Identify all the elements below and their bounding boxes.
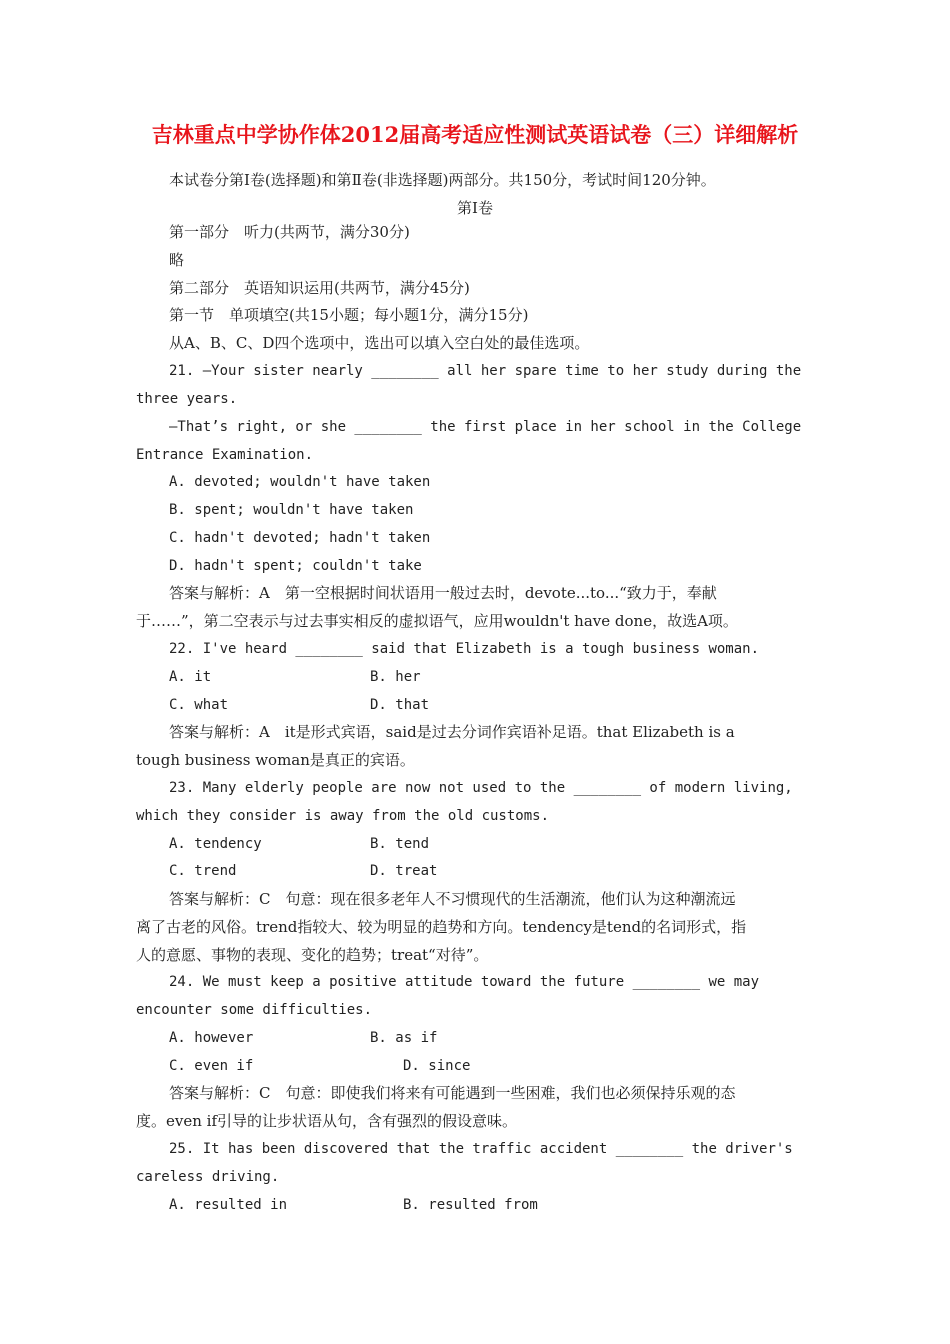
- question-24-option-d: D. since: [403, 1058, 471, 1074]
- question-21-answer: 于……”，第二空表示与过去事实相反的虚拟语气，应用wouldn't have done，故选A项。: [136, 612, 738, 630]
- question-21-option-d: D. hadn't spent; couldn't take: [169, 558, 422, 574]
- question-23-answer: 离了古老的风俗。trend指较大、较为明显的趋势和方向。tendency是tend的名词形式，指: [136, 918, 747, 936]
- document-title: 吉林重点中学协作体2012届高考适应性测试英语试卷（三）详细解析: [151, 122, 799, 147]
- question-23-line: which they consider is away from the old customs.: [136, 808, 550, 824]
- question-23-option-b: B. tend: [370, 836, 430, 852]
- question-25-line: careless driving.: [136, 1169, 280, 1185]
- question-21-answer: 答案与解析：A 第一空根据时间状语用一般过去时，devote...to...“致力于，奉献: [169, 584, 717, 602]
- instruction-text: 从A、B、C、D四个选项中，选出可以填入空白处的最佳选项。: [169, 334, 590, 352]
- question-24-option-c: C. even if: [169, 1058, 254, 1074]
- question-21-line: 21. —Your sister nearly ________ all her spare time to her study during the: [169, 363, 802, 379]
- question-23-answer: 人的意愿、事物的表现、变化的趋势；treat“对待”。: [136, 946, 489, 964]
- question-22-option-a: A. it: [169, 669, 212, 685]
- question-23-option-d: D. treat: [370, 863, 438, 879]
- question-25-option-b: B. resulted from: [403, 1197, 538, 1213]
- question-21-line: Entrance Examination.: [136, 447, 314, 463]
- question-22-option-d: D. that: [370, 697, 430, 713]
- question-23-option-a: A. tendency: [169, 836, 262, 852]
- question-22-line: 22. I've heard ________ said that Elizabeth is a tough business woman.: [169, 641, 760, 657]
- part1-omitted: 略: [169, 251, 185, 269]
- part2-heading: 第二部分 英语知识运用(共两节，满分45分): [169, 279, 470, 297]
- question-24-option-a: A. however: [169, 1030, 254, 1046]
- question-25-line: 25. It has been discovered that the traffic accident ________ the driver's: [169, 1141, 793, 1157]
- question-24-answer: 度。even if引导的让步状语从句，含有强烈的假设意味。: [136, 1112, 518, 1130]
- question-24-line: encounter some difficulties.: [136, 1002, 373, 1018]
- part1-heading: 第一部分 听力(共两节，满分30分): [169, 223, 410, 241]
- question-21-option-b: B. spent; wouldn't have taken: [169, 502, 414, 518]
- question-22-answer: tough business woman是真正的宾语。: [136, 751, 415, 769]
- question-22-option-c: C. what: [169, 697, 229, 713]
- question-21-option-c: C. hadn't devoted; hadn't taken: [169, 530, 431, 546]
- question-24-answer: 答案与解析：C 句意：即使我们将来有可能遇到一些困难，我们也必须保持乐观的态: [169, 1084, 736, 1102]
- question-23-answer: 答案与解析：C 句意：现在很多老年人不习惯现代的生活潮流，他们认为这种潮流远: [169, 890, 736, 908]
- question-22-answer: 答案与解析：A it是形式宾语，said是过去分词作宾语补足语。that Elizabeth is a: [169, 723, 735, 741]
- question-21-option-a: A. devoted; wouldn't have taken: [169, 474, 431, 490]
- question-22-option-b: B. her: [370, 669, 421, 685]
- question-21-line: three years.: [136, 391, 238, 407]
- question-24-option-b: B. as if: [370, 1030, 438, 1046]
- question-24-line: 24. We must keep a positive attitude toward the future ________ we may: [169, 974, 760, 990]
- question-23-line: 23. Many elderly people are now not used to the ________ of modern living,: [169, 780, 793, 796]
- question-21-line: —That’s right, or she ________ the first place in her school in the College: [169, 419, 802, 435]
- question-25-option-a: A. resulted in: [169, 1197, 288, 1213]
- intro-text: 本试卷分第Ⅰ卷(选择题)和第Ⅱ卷(非选择题)两部分。共150分，考试时间120分钟。: [169, 171, 716, 189]
- question-23-option-c: C. trend: [169, 863, 237, 879]
- volume-heading: 第Ⅰ卷: [457, 199, 493, 217]
- section1-heading: 第一节 单项填空(共15小题；每小题1分，满分15分): [169, 306, 529, 324]
